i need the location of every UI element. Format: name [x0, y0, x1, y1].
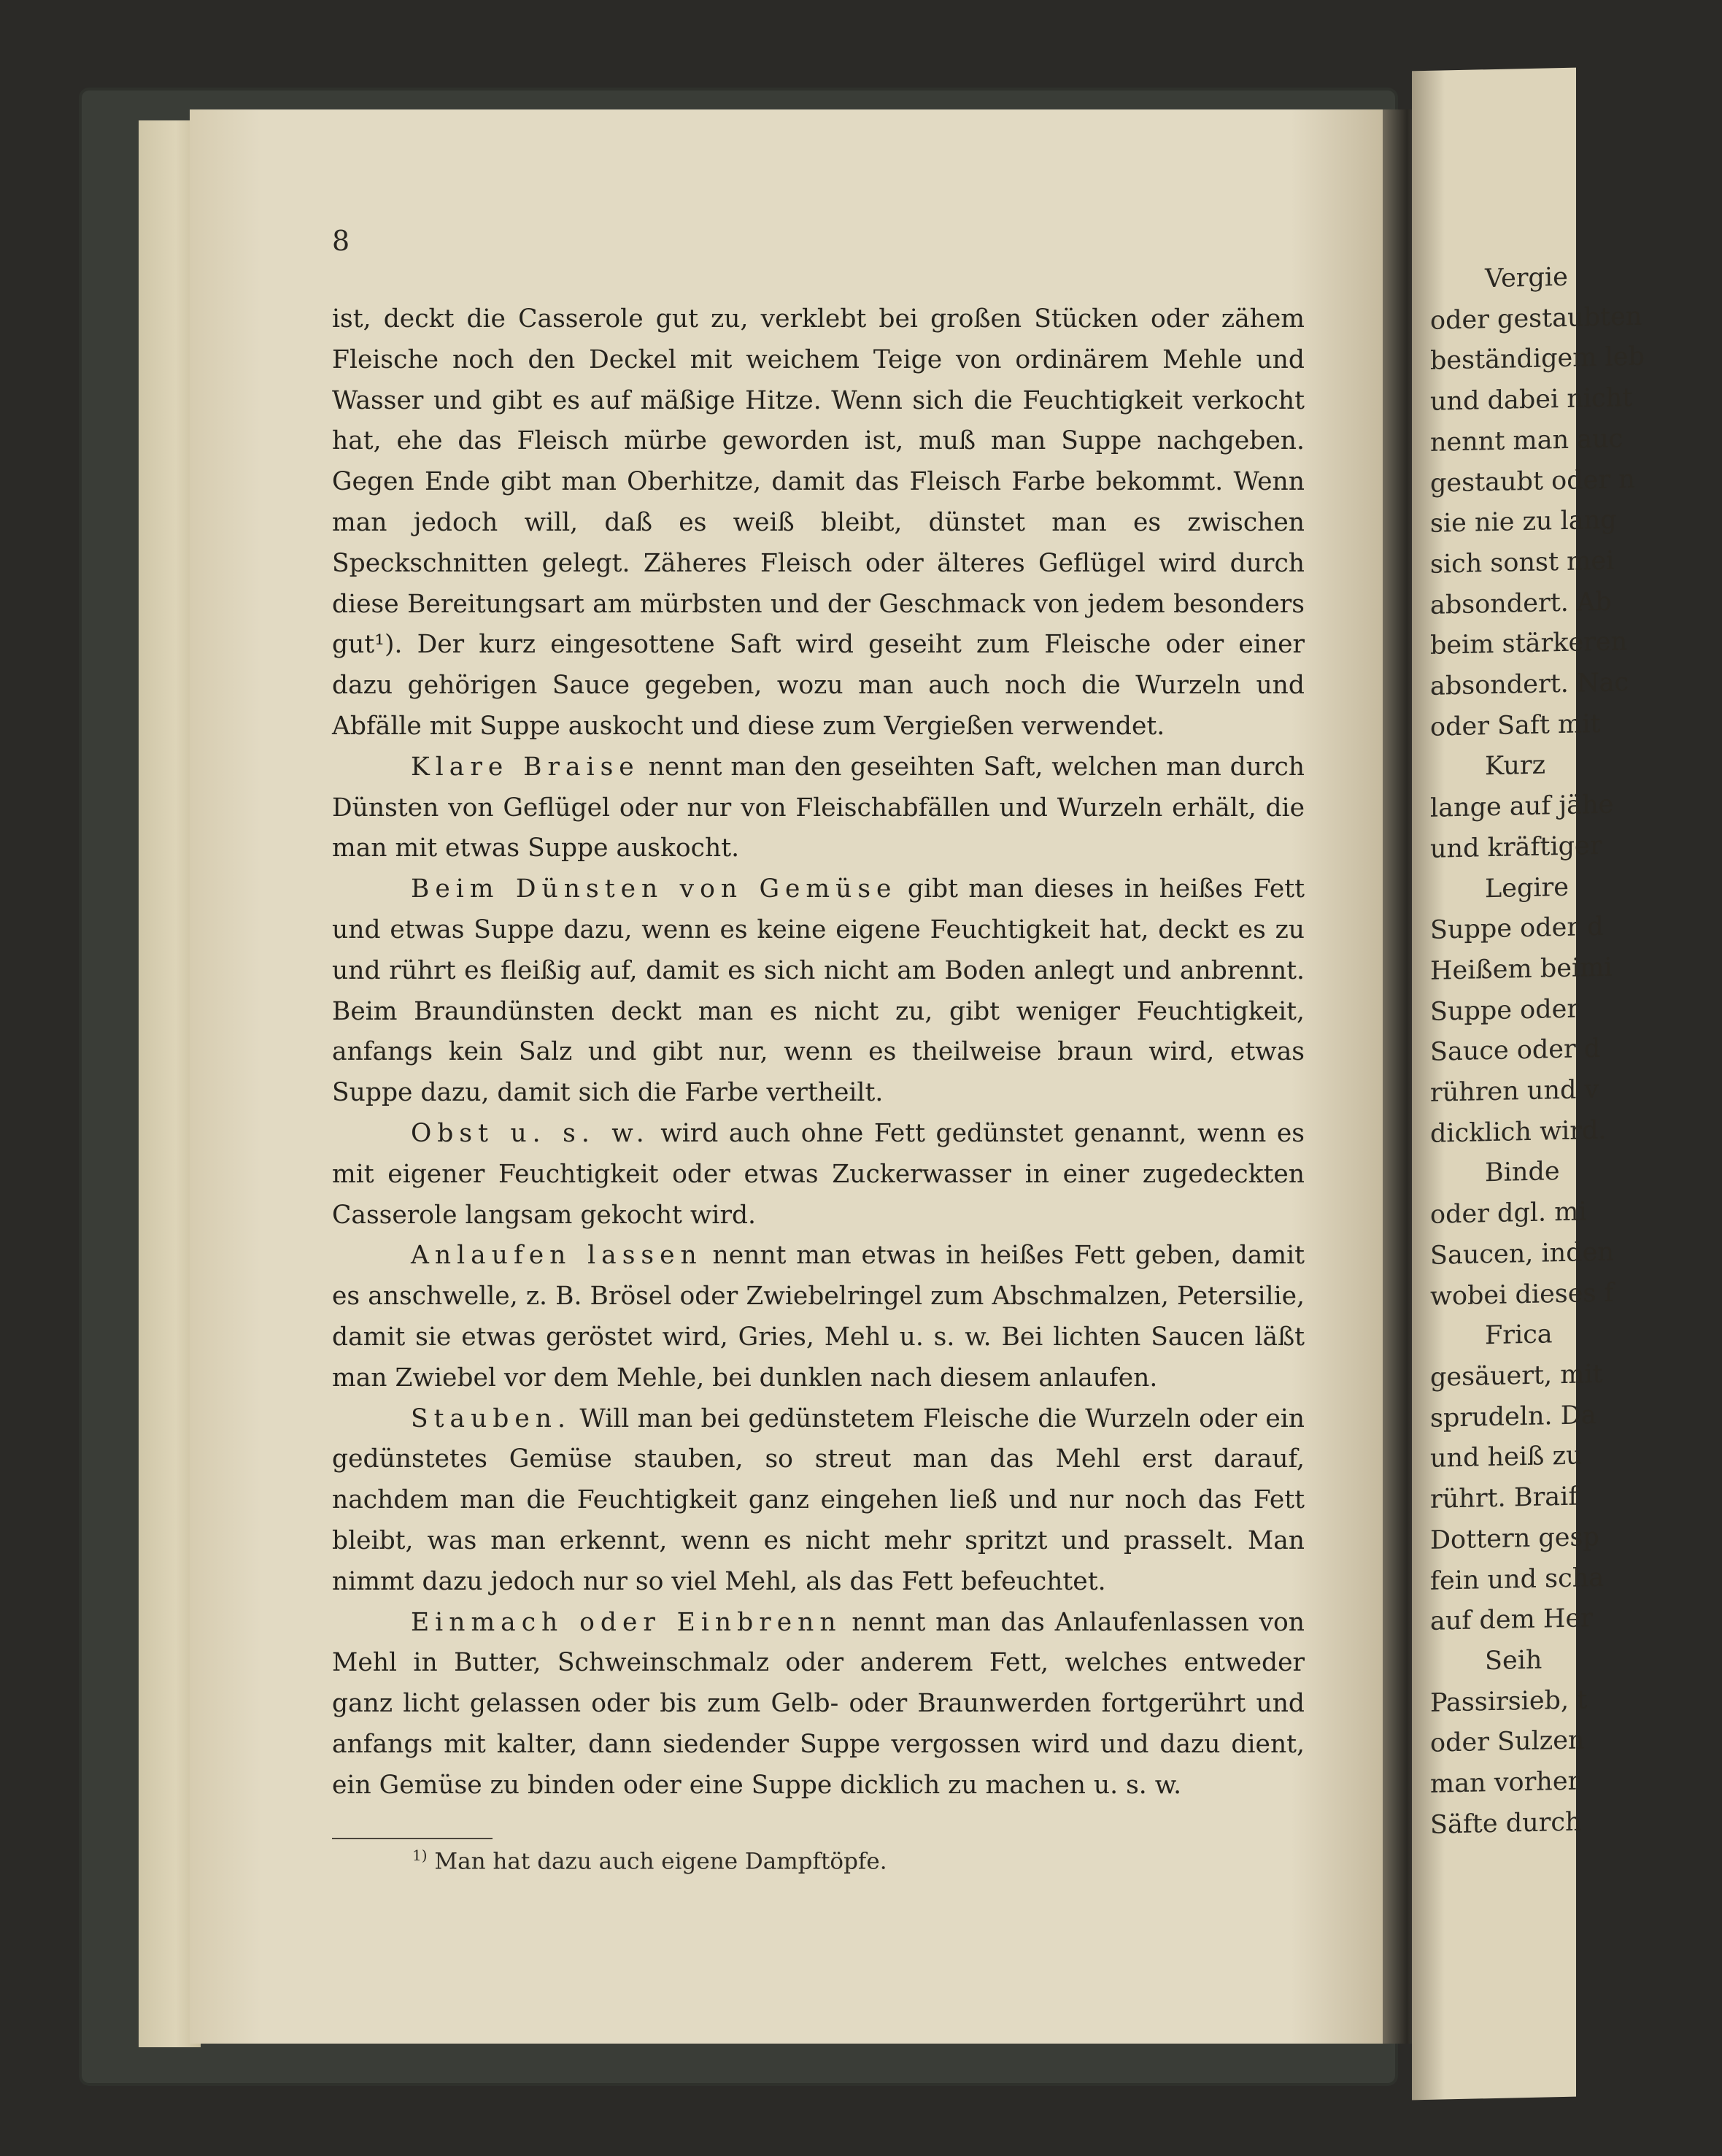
page-number: 8: [332, 225, 350, 257]
facing-page-line: beim stärkeren: [1430, 627, 1628, 661]
footnote: [412, 1847, 887, 1874]
footnote-mark: 1): [412, 1847, 428, 1864]
facing-page-line: Suppe oder d: [1430, 912, 1604, 946]
footnote-text: Man hat dazu auch eigene Dampftöpfe.: [434, 1848, 887, 1875]
facing-page-line: Passirsieb, t: [1430, 1685, 1588, 1718]
facing-page-line: gesäuert, mit: [1430, 1359, 1603, 1393]
facing-page-line: lange auf jähe: [1430, 790, 1614, 823]
facing-page-line: absondert. Ab: [1430, 587, 1612, 620]
paragraph-text: nennt man etwas in heißes Fett geben, damit es anschwelle, z. B. Brösel oder Zwiebelringel zum Abschmalzen, Petersilie, damit sie etwas geröstet wird, Gries, Mehl u. s. w. Bei lichten Saucen läßt man Zwiebel vor dem Mehle, bei dunklen nach diesem anlaufen.: [332, 1241, 1305, 1393]
paragraph-text: gibt man dieses in heißes Fett und etwas Suppe dazu, wenn es keine eigene Feuchtigkeit hat, deckt es zu und rührt es fleißig auf, damit es sich nicht am Boden anlegt und anbrennt. Beim Braundünsten deckt man es nicht zu, gibt weniger Feuchtigkeit, anfangs kein Salz und gibt nur, wenn es theilweise braun wird, etwas Suppe dazu, damit sich die Farbe vertheilt.: [332, 874, 1305, 1108]
facing-page-line: wobei dieses f: [1430, 1278, 1614, 1312]
facing-page-line: man vorher: [1430, 1766, 1580, 1799]
facing-page-line: oder dgl. mi: [1430, 1197, 1587, 1231]
facing-page-line: und heiß zu: [1430, 1441, 1583, 1474]
paragraph-text: wird auch ohne Fett gedünstet genannt, wenn es mit eigener Feuchtigkeit oder etwas Zuckerwasser in einer zugedeckten Casserole langsam gekocht wird.: [332, 1118, 1305, 1230]
facing-page-line: Sauce oder d: [1430, 1034, 1601, 1068]
paragraph-lead: Beim Dünsten von Gemüse: [411, 874, 897, 904]
paragraph-lead: Obst u. s. w.: [411, 1118, 650, 1148]
facing-page-line: Suppe oder: [1430, 994, 1580, 1027]
facing-page: [1412, 68, 1645, 2101]
paragraph-einmach: [332, 1603, 1305, 1806]
facing-page-line: und kräftiger: [1430, 831, 1602, 864]
facing-page-line: Seih: [1485, 1645, 1543, 1676]
facing-page-line: Säfte durch: [1430, 1807, 1582, 1840]
facing-page-line: dicklich wird.: [1430, 1115, 1607, 1149]
facing-page-line: absondert. Nac: [1430, 668, 1629, 701]
paragraph-lead: Klare Braise: [411, 752, 640, 782]
paragraph-obst: [332, 1114, 1305, 1236]
page-body: [332, 299, 1305, 1806]
footnote-rule: [332, 1838, 493, 1839]
facing-page-text: [1430, 254, 1722, 1846]
facing-page-line: Dottern gesp: [1430, 1522, 1599, 1555]
facing-page-line: Binde: [1485, 1157, 1560, 1188]
paragraph-klare-braise: [332, 747, 1305, 869]
paragraph-text: nennt man den geseihten Saft, welchen man durch Dünsten von Geflügel oder nur von Fleischabfällen und Wurzeln erhält, die man mit etwas Suppe auskocht.: [332, 752, 1305, 863]
facing-page-line: oder gestaubten: [1430, 301, 1642, 336]
facing-page-line: Heißem beimi: [1430, 952, 1613, 986]
paragraph-lead: Einmach oder Einbrenn: [411, 1607, 842, 1637]
paragraph-1: [332, 299, 1305, 747]
paragraph-lead: Anlaufen lassen: [411, 1241, 703, 1271]
paragraph-text: nennt man das Anlaufenlassen von Mehl in Butter, Schweinschmalz oder anderem Fett, welches entweder ganz licht gelassen oder bis zum Gelb- oder Braunwerden fortgerührt und anfangs mit kalter, dann siedender Suppe vergossen wird und dazu dient, ein Gemüse zu binden oder eine Suppe dicklich zu machen u. s. w.: [332, 1607, 1305, 1800]
facing-page-line: sprudeln. Da: [1430, 1400, 1596, 1433]
facing-page-line: und dabei nicht: [1430, 383, 1633, 417]
facing-page-line: oder Sulzen: [1430, 1725, 1585, 1759]
facing-page-line: fein und scha: [1430, 1563, 1605, 1596]
paragraph-duensten-gemuese: [332, 869, 1305, 1114]
facing-page-line: nennt man auc: [1430, 424, 1623, 458]
paragraph-lead: Stauben.: [411, 1404, 571, 1433]
facing-page-line: gestaubt oder n: [1430, 464, 1635, 498]
paragraph-text: Will man bei gedünstetem Fleische die Wurzeln oder ein gedünstetes Gemüse stauben, so streut man das Mehl erst darauf, nachdem man die Feuchtigkeit ganz eingehen ließ und nur noch das Fett bleibt, was man erkennt, wenn es nicht mehr spritzt und prasselt. Man nimmt dazu jedoch nur so viel Mehl, als das Fett befeuchtet.: [332, 1404, 1305, 1596]
paragraph-anlaufen: [332, 1236, 1305, 1398]
paragraph-text: ist, deckt die Casserole gut zu, verklebt bei großen Stücken oder zähem Fleische noch den Deckel mit weichem Teige von ordinärem Mehle und Wasser und gibt es auf mäßige Hitze. Wenn sich die Feuchtigkeit verkocht hat, ehe das Fleisch mürbe geworden ist, muß man Suppe nachgeben. Gegen Ende gibt man Oberhitze, damit das Fleisch Farbe bekommt. Wenn man jedoch will, daß es weiß bleibt, dünstet man es zwischen Speckschnitten gelegt. Zäheres Fleisch oder älteres Geflügel wird durch diese Bereitungsart am mürbsten und der Geschmack von jedem besonders gut¹). Der kurz eingesottene Saft wird geseiht zum Fleische oder einer dazu gehörigen Sauce gegeben, wozu man auch noch die Wurzeln und Abfälle mit Suppe auskocht und diese zum Vergießen verwendet.: [332, 304, 1305, 741]
facing-page-line: Vergie: [1485, 262, 1568, 294]
facing-page-line: auf dem Her: [1430, 1603, 1593, 1637]
facing-page-line: rührt. Braif: [1430, 1482, 1578, 1514]
facing-page-line: rühren und v: [1430, 1075, 1599, 1108]
facing-page-line: Saucen, inden: [1430, 1237, 1614, 1271]
facing-page-line: oder Saft mit: [1430, 709, 1601, 742]
facing-page-line: sie nie zu lang: [1430, 505, 1617, 539]
facing-page-line: sich sonst mei: [1430, 546, 1615, 580]
facing-page-line: beständigem leb: [1430, 342, 1645, 377]
facing-page-line: Legire: [1485, 872, 1569, 904]
facing-page-line: Kurz: [1485, 750, 1546, 782]
facing-page-line: Frica: [1485, 1320, 1553, 1351]
paragraph-stauben: [332, 1399, 1305, 1603]
